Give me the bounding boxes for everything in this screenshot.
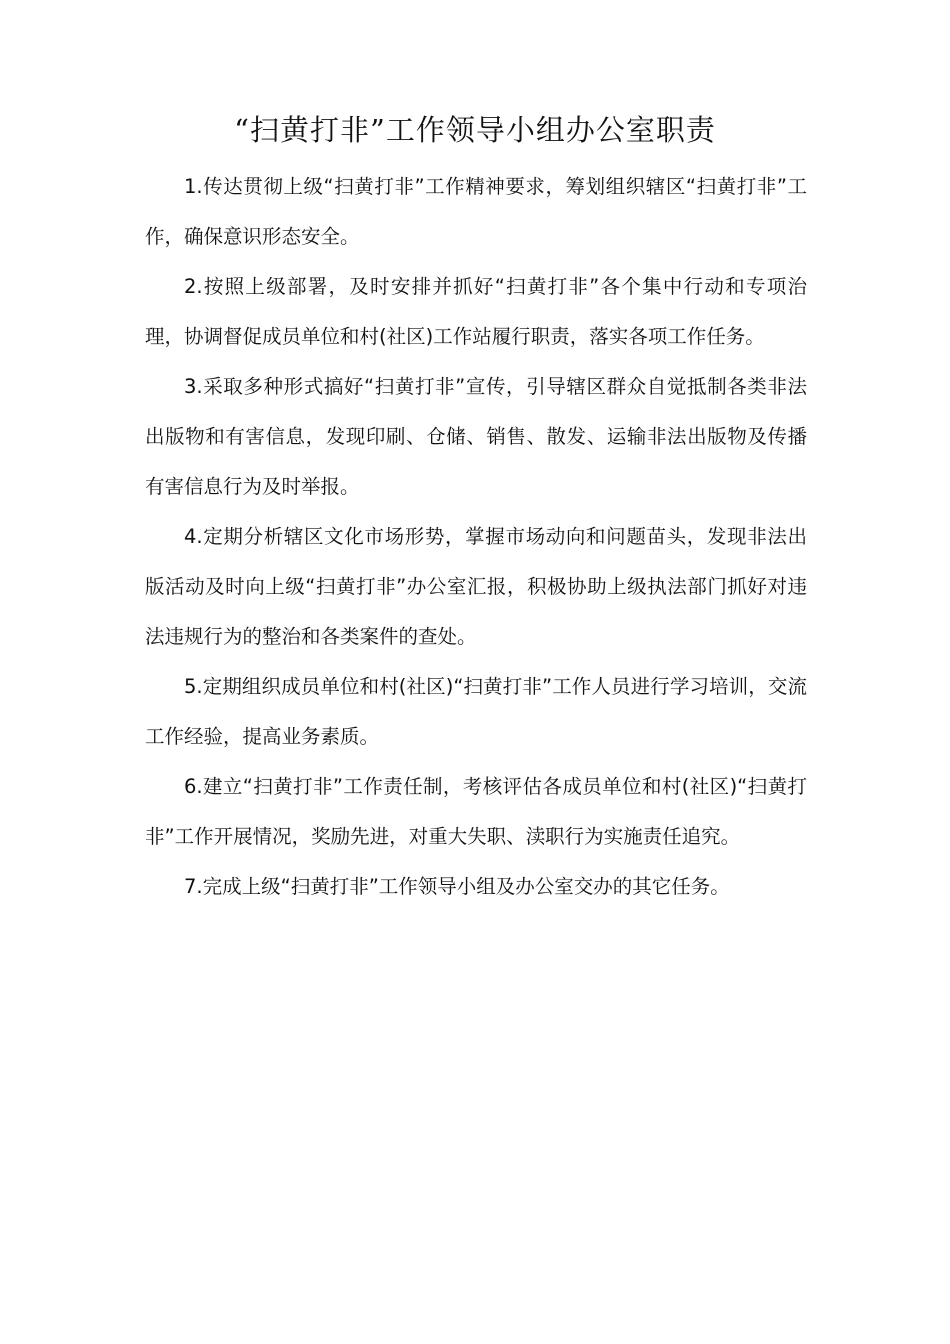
paragraph-4: 4.定期分析辖区文化市场形势，掌握市场动向和问题苗头，发现非法出版活动及时向上级“扫黄打非”办公室汇报，积极协助上级执法部门抓好对违法违规行为的整治和各类案件的查处。 bbox=[145, 525, 807, 648]
paragraph-1: 1.传达贯彻上级“扫黄打非”工作精神要求，筹划组织辖区“扫黄打非”工作，确保意识形态安全。 bbox=[145, 175, 807, 248]
paragraph-5: 5.定期组织成员单位和村(社区)“扫黄打非”工作人员进行学习培训，交流工作经验，提高业务素质。 bbox=[145, 675, 807, 748]
paragraph-7: 7.完成上级“扫黄打非”工作领导小组及办公室交办的其它任务。 bbox=[184, 875, 730, 898]
document-body bbox=[145, 162, 807, 912]
paragraph-2: 2.按照上级部署，及时安排并抓好“扫黄打非”各个集中行动和专项治理，协调督促成员单位和村(社区)工作站履行职责，落实各项工作任务。 bbox=[145, 275, 807, 348]
paragraph-6: 6.建立“扫黄打非”工作责任制，考核评估各成员单位和村(社区)“扫黄打非”工作开展情况，奖励先进，对重大失职、渎职行为实施责任追究。 bbox=[145, 775, 807, 848]
paragraph-3: 3.采取多种形式搞好“扫黄打非”宣传，引导辖区群众自觉抵制各类非法出版物和有害信息，发现印刷、仓储、销售、散发、运输非法出版物及传播有害信息行为及时举报。 bbox=[145, 375, 807, 498]
document-title: “扫黄打非”工作领导小组办公室职责 bbox=[234, 113, 716, 147]
